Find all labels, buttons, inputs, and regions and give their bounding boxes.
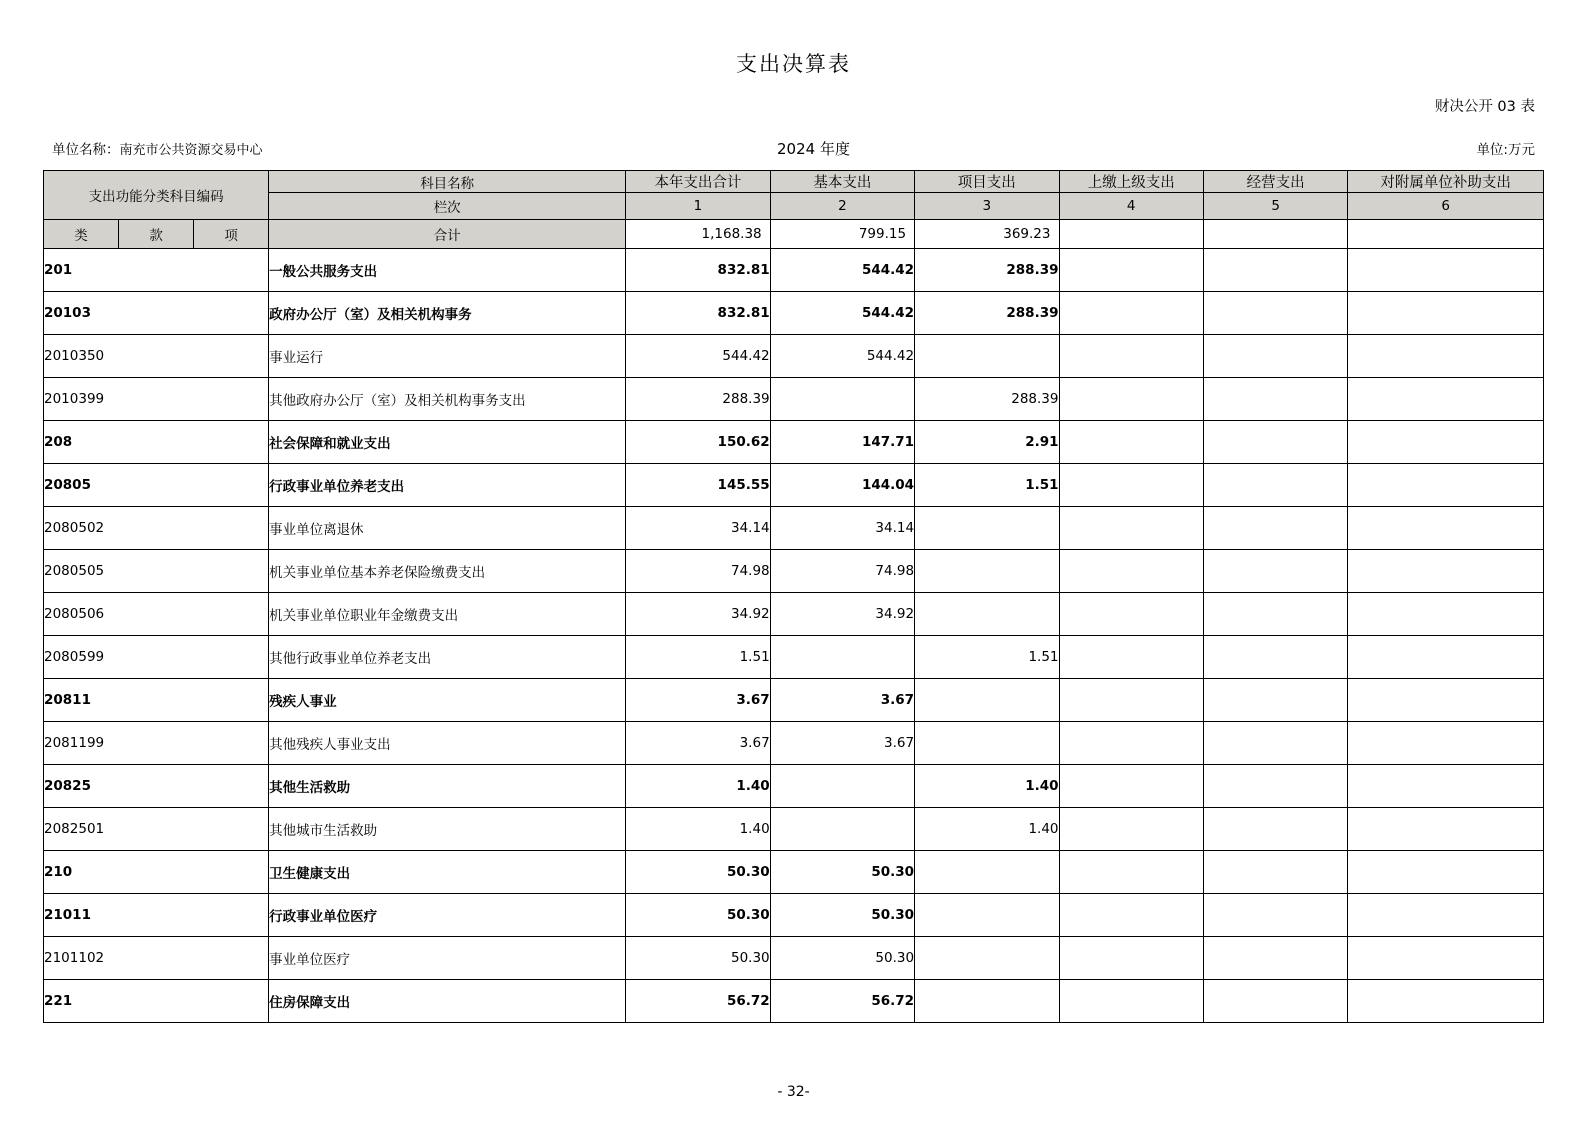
row-value-4 [1203,808,1347,851]
row-subject-name: 行政事业单位医疗 [269,894,626,937]
row-value-0: 150.62 [626,421,770,464]
form-code: 财决公开 03 表 [1434,99,1535,115]
table-row [44,249,1544,292]
column-number-5: 6 [1348,193,1544,220]
row-value-0: 1.51 [626,636,770,679]
row-value-0: 74.98 [626,550,770,593]
row-value-3 [1059,335,1203,378]
row-value-5 [1348,937,1544,980]
table-row [44,550,1544,593]
row-code: 208 [44,421,269,464]
row-value-4 [1203,292,1347,335]
row-value-5 [1348,507,1544,550]
total-label: 合计 [269,220,626,249]
row-value-3 [1059,765,1203,808]
row-value-1: 147.71 [770,421,914,464]
page-footer: - 32- [777,1084,810,1100]
row-value-5 [1348,980,1544,1023]
row-value-2 [915,937,1059,980]
row-value-3 [1059,679,1203,722]
row-code: 2080502 [44,507,269,550]
row-code: 20825 [44,765,269,808]
row-code: 2080599 [44,636,269,679]
row-value-1: 56.72 [770,980,914,1023]
table-row [44,636,1544,679]
row-value-3 [1059,378,1203,421]
row-value-4 [1203,464,1347,507]
page-title: 支出决算表 [736,52,851,76]
row-value-2: 1.51 [915,464,1059,507]
row-value-3 [1059,421,1203,464]
column-number-3: 4 [1059,193,1203,220]
row-value-0: 145.55 [626,464,770,507]
row-value-3 [1059,894,1203,937]
row-value-1: 144.04 [770,464,914,507]
fiscal-year: 2024 年度 [777,140,850,158]
row-value-0: 50.30 [626,851,770,894]
column-header-4: 经营支出 [1203,171,1347,193]
meta-row [52,138,1535,160]
row-value-4 [1203,421,1347,464]
row-value-0: 3.67 [626,679,770,722]
row-subject-name: 其他生活救助 [269,765,626,808]
row-value-1: 544.42 [770,292,914,335]
row-value-1: 3.67 [770,679,914,722]
row-subject-name: 事业运行 [269,335,626,378]
row-value-4 [1203,335,1347,378]
row-subject-name: 机关事业单位基本养老保险缴费支出 [269,550,626,593]
table-column-number-row [44,193,1544,220]
row-label-header: 栏次 [269,193,626,220]
row-code: 201 [44,249,269,292]
row-value-5 [1348,894,1544,937]
row-value-1: 3.67 [770,722,914,765]
row-code: 210 [44,851,269,894]
row-code: 2080505 [44,550,269,593]
column-header-1: 基本支出 [770,171,914,193]
row-value-5 [1348,464,1544,507]
row-value-2 [915,507,1059,550]
table-body [44,249,1544,1023]
row-value-0: 1.40 [626,765,770,808]
row-code: 2081199 [44,722,269,765]
code-sub-header-lei: 类 [44,220,119,249]
row-value-5 [1348,550,1544,593]
row-code: 2080506 [44,593,269,636]
total-value-1: 799.15 [770,220,914,249]
row-value-2: 1.40 [915,765,1059,808]
table-row [44,937,1544,980]
row-code: 2082501 [44,808,269,851]
row-value-2 [915,335,1059,378]
table-row [44,464,1544,507]
row-value-2 [915,980,1059,1023]
table-row [44,851,1544,894]
row-value-5 [1348,808,1544,851]
row-subject-name: 其他残疾人事业支出 [269,722,626,765]
row-value-1 [770,378,914,421]
row-value-0: 34.14 [626,507,770,550]
unit-name-value: 南充市公共资源交易中心 [119,143,263,158]
row-value-0: 3.67 [626,722,770,765]
row-value-0: 34.92 [626,593,770,636]
total-value-2: 369.23 [915,220,1059,249]
row-value-1: 50.30 [770,851,914,894]
row-code: 20811 [44,679,269,722]
row-value-0: 56.72 [626,980,770,1023]
table-row [44,292,1544,335]
row-subject-name: 住房保障支出 [269,980,626,1023]
column-number-0: 1 [626,193,770,220]
row-value-0: 50.30 [626,894,770,937]
row-value-1: 34.92 [770,593,914,636]
table-row [44,894,1544,937]
row-value-4 [1203,550,1347,593]
row-value-4 [1203,249,1347,292]
row-value-3 [1059,249,1203,292]
column-header-0: 本年支出合计 [626,171,770,193]
row-value-5 [1348,249,1544,292]
amount-unit: 单位:万元 [1476,142,1535,158]
row-value-4 [1203,937,1347,980]
row-subject-name: 政府办公厅（室）及相关机构事务 [269,292,626,335]
row-value-5 [1348,421,1544,464]
row-value-2: 2.91 [915,421,1059,464]
row-value-2 [915,894,1059,937]
table-row [44,421,1544,464]
column-number-4: 5 [1203,193,1347,220]
table-row [44,335,1544,378]
total-value-0: 1,168.38 [626,220,770,249]
table-row [44,593,1544,636]
row-value-4 [1203,894,1347,937]
code-sub-header-xiang: 项 [194,220,269,249]
row-value-2 [915,550,1059,593]
row-subject-name: 事业单位离退休 [269,507,626,550]
row-code: 2101102 [44,937,269,980]
unit-name-label: 单位名称： [52,142,120,158]
row-value-0: 832.81 [626,292,770,335]
row-value-2 [915,722,1059,765]
row-value-5 [1348,765,1544,808]
row-value-3 [1059,292,1203,335]
row-code: 221 [44,980,269,1023]
total-value-4 [1203,220,1347,249]
row-value-2 [915,851,1059,894]
row-value-5 [1348,679,1544,722]
row-value-3 [1059,464,1203,507]
total-value-5 [1348,220,1544,249]
row-value-4 [1203,851,1347,894]
row-code: 2010350 [44,335,269,378]
column-header-2: 项目支出 [915,171,1059,193]
total-value-3 [1059,220,1203,249]
row-value-2: 288.39 [915,249,1059,292]
column-number-1: 2 [770,193,914,220]
row-value-3 [1059,507,1203,550]
row-value-0: 288.39 [626,378,770,421]
row-code: 20805 [44,464,269,507]
row-subject-name: 其他政府办公厅（室）及相关机构事务支出 [269,378,626,421]
row-value-4 [1203,722,1347,765]
row-value-4 [1203,679,1347,722]
row-value-1: 74.98 [770,550,914,593]
row-subject-name: 卫生健康支出 [269,851,626,894]
row-value-0: 1.40 [626,808,770,851]
code-sub-header-kuan: 款 [119,220,194,249]
row-value-5 [1348,593,1544,636]
name-header: 科目名称 [269,171,626,193]
row-subject-name: 事业单位医疗 [269,937,626,980]
row-subject-name: 行政事业单位养老支出 [269,464,626,507]
row-value-0: 832.81 [626,249,770,292]
row-code: 20103 [44,292,269,335]
table-row [44,378,1544,421]
column-header-5: 对附属单位补助支出 [1348,171,1544,193]
row-value-1: 544.42 [770,335,914,378]
row-value-4 [1203,378,1347,421]
column-header-3: 上缴上级支出 [1059,171,1203,193]
row-value-3 [1059,937,1203,980]
table-row [44,507,1544,550]
row-value-0: 544.42 [626,335,770,378]
row-value-4 [1203,980,1347,1023]
row-value-0: 50.30 [626,937,770,980]
row-value-3 [1059,980,1203,1023]
row-subject-name: 其他行政事业单位养老支出 [269,636,626,679]
row-subject-name: 一般公共服务支出 [269,249,626,292]
row-value-1 [770,808,914,851]
row-value-1: 34.14 [770,507,914,550]
row-value-5 [1348,378,1544,421]
row-value-2: 288.39 [915,378,1059,421]
row-value-2: 1.40 [915,808,1059,851]
row-value-1: 50.30 [770,894,914,937]
row-value-1: 50.30 [770,937,914,980]
table-row [44,808,1544,851]
row-value-3 [1059,593,1203,636]
row-value-3 [1059,550,1203,593]
row-value-3 [1059,851,1203,894]
row-value-5 [1348,292,1544,335]
expenditure-table [43,170,1544,1023]
row-value-3 [1059,808,1203,851]
row-value-3 [1059,722,1203,765]
row-value-1: 544.42 [770,249,914,292]
row-value-2: 288.39 [915,292,1059,335]
row-code: 2010399 [44,378,269,421]
row-value-1 [770,765,914,808]
row-value-4 [1203,765,1347,808]
row-value-5 [1348,335,1544,378]
row-value-4 [1203,593,1347,636]
table-header-row [44,171,1544,193]
row-value-5 [1348,851,1544,894]
row-value-4 [1203,507,1347,550]
table-row [44,980,1544,1023]
row-value-2 [915,593,1059,636]
row-subject-name: 残疾人事业 [269,679,626,722]
row-subject-name: 其他城市生活救助 [269,808,626,851]
table-total-row [44,220,1544,249]
row-value-3 [1059,636,1203,679]
row-subject-name: 社会保障和就业支出 [269,421,626,464]
column-number-2: 3 [915,193,1059,220]
row-value-2: 1.51 [915,636,1059,679]
row-value-4 [1203,636,1347,679]
table-row [44,679,1544,722]
row-subject-name: 机关事业单位职业年金缴费支出 [269,593,626,636]
table-row [44,765,1544,808]
row-value-5 [1348,722,1544,765]
row-value-2 [915,679,1059,722]
row-value-5 [1348,636,1544,679]
code-header: 支出功能分类科目编码 [44,171,269,220]
row-code: 21011 [44,894,269,937]
row-value-1 [770,636,914,679]
table-row [44,722,1544,765]
